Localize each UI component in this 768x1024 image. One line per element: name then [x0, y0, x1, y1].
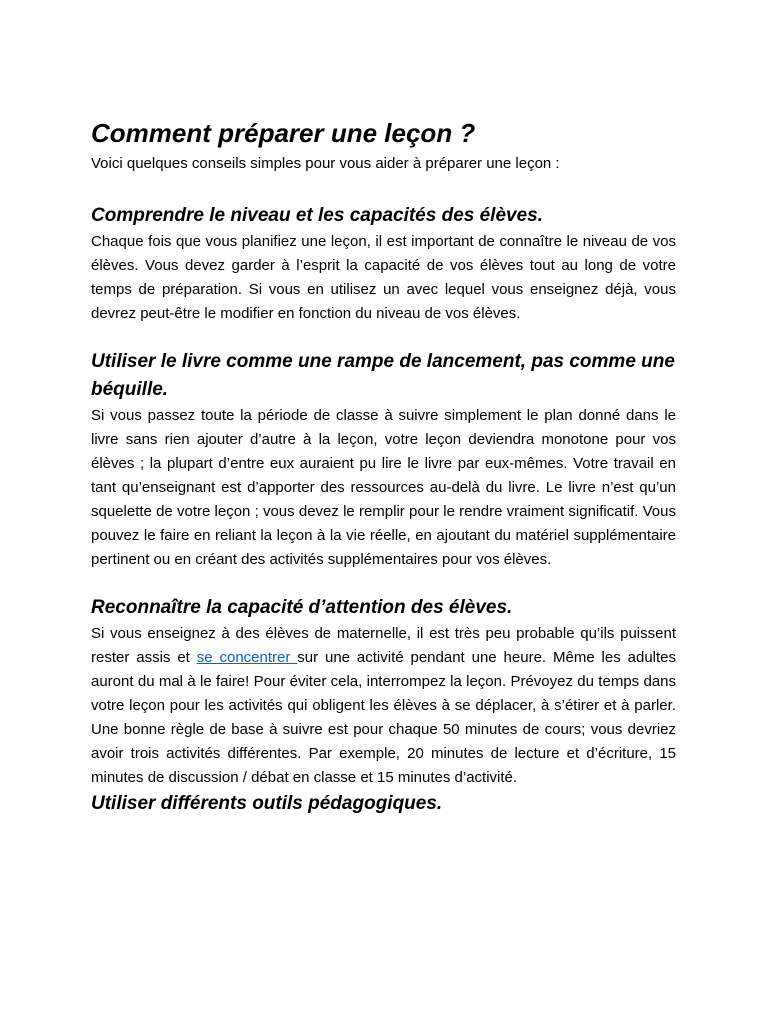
- document-content: [91, 116, 676, 818]
- se-concentrer-link[interactable]: se concentrer: [196, 649, 298, 666]
- document-title: Comment préparer une leçon ?: [91, 118, 476, 148]
- attention-text-after-link: sur une activité pendant une heure. Même les adultes auront du mal à le faire! Pour éviter cela, interrompez la leçon. Prévoyez du temps dans votre leçon pour les activités qui obligent les élèves à se déplacer, à s’étirer et à parler. Une bonne règle de base à suivre est pour chaque 50 minutes de cours; vous devriez avoir trois activités différentes. Par exemple, 20 minutes de lecture et d’écriture, 15 minutes de discussion / débat en classe et 15 minutes d’activité.: [91, 649, 677, 786]
- section-heading-level: Comprendre le niveau et les capacités des élèves.: [91, 205, 544, 226]
- attention-text-before-link: Si vous enseignez à des élèves de maternelle, il est très peu probable qu’ils puissent rester assis et: [91, 625, 676, 666]
- section-heading-tools: Utiliser différents outils pédagogiques.: [91, 793, 443, 814]
- section-body-attention: [91, 622, 676, 790]
- section-body-level: Chaque fois que vous planifiez une leçon, il est important de connaître le niveau de vos élèves. Vous devez garder à l’esprit la capacité de vos élèves tout au long de votre temps de préparation. Si vous en utilisez un avec lequel vous enseignez déjà, vous devrez peut-être le modifier en fonction du niveau de vos élèves.: [91, 233, 676, 322]
- section-heading-book: Utiliser le livre comme une rampe de lancement, pas comme une béquille.: [91, 351, 675, 400]
- intro-paragraph: Voici quelques conseils simples pour vous aider à préparer une leçon :: [91, 155, 560, 172]
- section-heading-attention: Reconnaître la capacité d’attention des élèves.: [91, 597, 513, 618]
- section-body-book: Si vous passez toute la période de classe à suivre simplement le plan donné dans le livre sans rien ajouter d’autre à la leçon, votre leçon deviendra monotone pour vos élèves ; la plupart d’entre eux auraient pu lire le livre par eux-mêmes. Votre travail en tant qu’enseignant est d’apporter des ressources au-delà du livre. Le livre n’est qu’un squelette de votre leçon ; vous devez le remplir pour le rendre vraiment significatif. Vous pouvez le faire en reliant la leçon à la vie réelle, en ajoutant du matériel supplémentaire pertinent ou en créant des activités supplémentaires pour vos élèves.: [91, 407, 676, 568]
